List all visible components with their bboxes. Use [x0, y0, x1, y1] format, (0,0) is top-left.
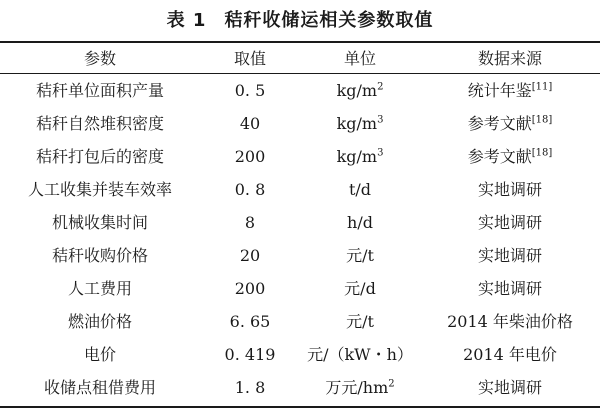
cell-param: [0, 173, 200, 206]
cell-source-text: 2014 年电价: [463, 345, 557, 364]
table-caption: [0, 6, 600, 32]
cell-param-text: 电价: [83, 345, 116, 364]
table-row: [0, 107, 600, 140]
cell-unit: [300, 107, 420, 140]
cell-source: [420, 74, 600, 107]
cell-unit: [300, 74, 420, 107]
cell-unit-superscript: 3: [377, 147, 384, 159]
cell-value-text: 6. 65: [229, 312, 271, 331]
cell-unit-text: kg/m: [336, 147, 378, 166]
cell-param-text: 秸秆自然堆积密度: [35, 114, 164, 133]
cell-source: [420, 272, 600, 305]
cell-param: [0, 272, 200, 305]
cell-source-text: 实地调研: [477, 180, 542, 199]
cell-unit: [300, 371, 420, 404]
cell-param: [0, 74, 200, 107]
table-row: [0, 173, 600, 206]
cell-unit-text: 元/t: [346, 246, 374, 265]
cell-source-superscript: [11]: [531, 81, 553, 93]
cell-value-text: 0. 8: [234, 180, 266, 199]
table-row: [0, 239, 600, 272]
cell-unit-text: h/d: [347, 213, 373, 232]
cell-value-text: 200: [234, 147, 266, 166]
cell-source-text: 参考文献: [467, 114, 532, 133]
cell-unit-text: 元/t: [346, 312, 374, 331]
cell-source-text: 统计年鉴: [467, 81, 532, 100]
cell-source-superscript: [18]: [531, 114, 553, 126]
cell-value-text: 40: [239, 114, 261, 133]
cell-unit: [300, 173, 420, 206]
table-header-row: [0, 42, 600, 75]
table-row: [0, 206, 600, 239]
cell-param: [0, 371, 200, 404]
cell-unit-superscript: 3: [377, 114, 384, 126]
cell-unit: [300, 338, 420, 371]
table-row: [0, 140, 600, 173]
cell-source-text: 2014 年柴油价格: [447, 312, 573, 331]
table-row: [0, 74, 600, 107]
cell-source-text: 实地调研: [477, 246, 542, 265]
cell-value: [200, 74, 300, 107]
cell-param-text: 收储点租借费用: [43, 378, 156, 397]
cell-value: [200, 371, 300, 404]
cell-source-text: 实地调研: [477, 213, 542, 232]
cell-unit-text: 万元/hm: [325, 378, 389, 397]
cell-source-superscript: [18]: [531, 147, 553, 159]
cell-unit-text: 元/d: [344, 279, 376, 298]
cell-source: [420, 338, 600, 371]
cell-source-text: 参考文献: [467, 147, 532, 166]
cell-unit-text: kg/m: [336, 81, 378, 100]
cell-param: [0, 338, 200, 371]
table-number: 表 1: [166, 10, 207, 31]
cell-unit-superscript: 2: [388, 378, 395, 390]
cell-param-text: 秸秆打包后的密度: [35, 147, 164, 166]
cell-value: [200, 206, 300, 239]
bottom-rule: [0, 406, 600, 408]
cell-value-text: 1. 8: [234, 378, 266, 397]
cell-param-text: 秸秆收购价格: [51, 246, 148, 265]
cell-unit-text: 元/（kW・h）: [307, 345, 413, 364]
cell-value: [200, 107, 300, 140]
table-row: [0, 338, 600, 371]
cell-param: [0, 206, 200, 239]
cell-source-text: 实地调研: [477, 378, 542, 397]
cell-value: [200, 338, 300, 371]
cell-unit: [300, 239, 420, 272]
cell-value: [200, 239, 300, 272]
table-row: [0, 371, 600, 404]
cell-source: [420, 107, 600, 140]
cell-param: [0, 140, 200, 173]
header-value: 取值: [233, 49, 266, 68]
cell-source: [420, 371, 600, 404]
cell-source: [420, 239, 600, 272]
cell-unit: [300, 272, 420, 305]
cell-unit: [300, 140, 420, 173]
cell-value: [200, 305, 300, 338]
cell-param-text: 秸秆单位面积产量: [35, 81, 164, 100]
cell-param: [0, 305, 200, 338]
cell-value: [200, 272, 300, 305]
table-row: [0, 305, 600, 338]
header-unit: 单位: [343, 49, 376, 68]
cell-value-text: 200: [234, 279, 266, 298]
cell-param-text: 燃油价格: [67, 312, 132, 331]
cell-value-text: 20: [239, 246, 261, 265]
cell-value: [200, 140, 300, 173]
cell-param-text: 人工收集并装车效率: [27, 180, 172, 199]
cell-source: [420, 140, 600, 173]
table-title: 秸秆收储运相关参数取值: [224, 10, 434, 31]
cell-value: [200, 173, 300, 206]
cell-unit-text: t/d: [348, 180, 372, 199]
cell-value-text: 8: [244, 213, 256, 232]
cell-param-text: 机械收集时间: [51, 213, 148, 232]
cell-value-text: 0. 5: [234, 81, 266, 100]
header-source: 数据来源: [477, 49, 542, 68]
cell-unit-text: kg/m: [336, 114, 378, 133]
cell-source: [420, 305, 600, 338]
cell-param: [0, 239, 200, 272]
cell-value-text: 0. 419: [224, 345, 276, 364]
cell-source: [420, 173, 600, 206]
table-row: [0, 272, 600, 305]
cell-source: [420, 206, 600, 239]
cell-unit: [300, 305, 420, 338]
cell-source-text: 实地调研: [477, 279, 542, 298]
header-param: 参数: [83, 49, 116, 68]
cell-unit: [300, 206, 420, 239]
cell-unit-superscript: 2: [377, 81, 384, 93]
cell-param-text: 人工费用: [67, 279, 132, 298]
cell-param: [0, 107, 200, 140]
